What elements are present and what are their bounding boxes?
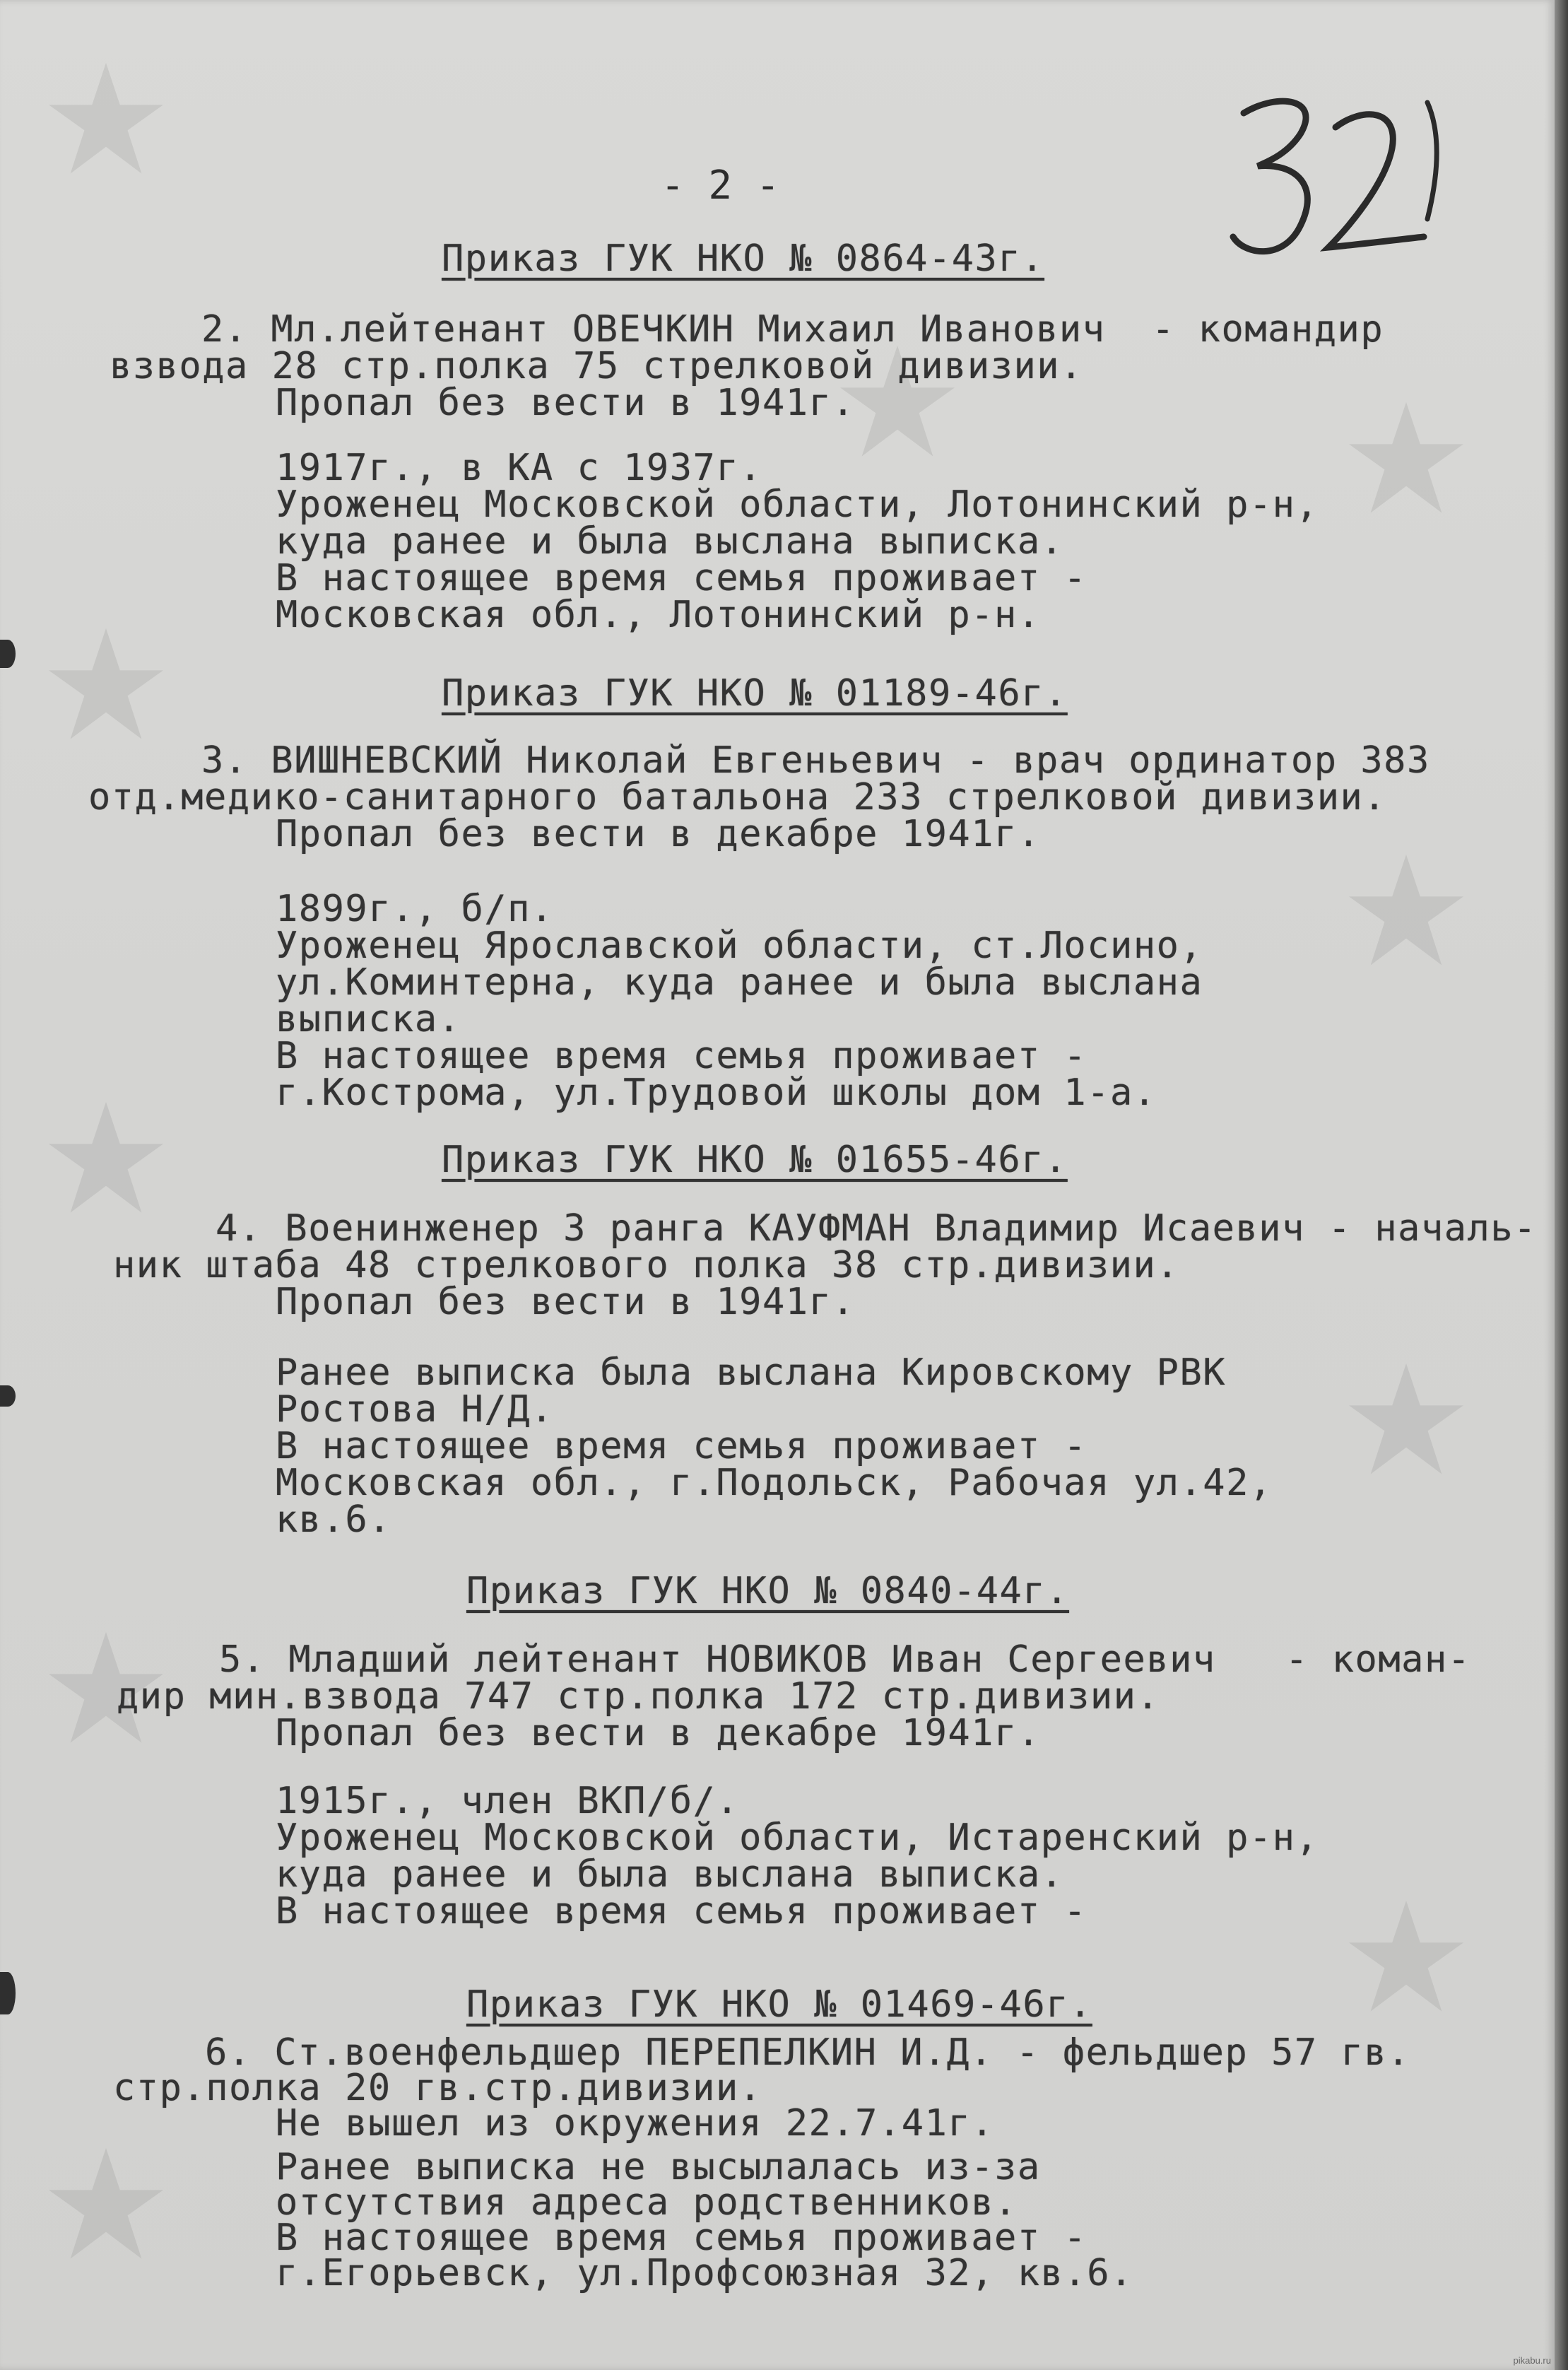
entry-line: Ранее выписка не высылалась из-за [276,2146,1041,2188]
entry-line: Не вышел из окружения 22.7.41г. [276,2102,995,2145]
page-edge-shadow [1555,0,1568,2370]
order-header: Приказ ГУК НКО № 01189-46г. [442,672,1068,715]
entry-line: В настоящее время семья проживает - [276,557,1087,599]
entry-line: 1917г., в КА с 1937г. [276,447,762,489]
order-header: Приказ ГУК НКО № 0864-43г. [442,237,1044,280]
entry-line: отд.медико-санитарного батальона 233 стрелковой дивизии. [88,776,1387,819]
entry-line: выписка. [276,998,461,1040]
punch-hole [0,640,16,668]
entry-line: 3. ВИШНЕВСКИЙ Николай Евгеньевич - врач ординатор 383 [201,739,1430,782]
entry-line: 1899г., б/п. [276,888,554,930]
entry-line: Пропал без вести в 1941г. [276,1281,856,1323]
entry-line: 1915г., член ВКП/б/. [276,1780,740,1822]
entry-line: В настоящее время семья проживает - [276,2217,1087,2259]
entry-line: 2. Мл.лейтенант ОВЕЧКИН Михаил Иванович - командир [201,308,1384,351]
entry-line: Уроженец Московской области, Истаренский р-н, [276,1817,1319,1859]
entry-line: куда ранее и была выслана выписка. [276,520,1064,563]
entry-line: взвода 28 стр.полка 75 стрелковой дивизии. [110,345,1083,387]
entry-line: 4. Военинженер 3 ранга КАУФМАН Владимир Исаевич - началь- [216,1207,1537,1250]
entry-line: Ранее выписка была выслана Кировскому РВК [276,1351,1227,1394]
entry-line: Уроженец Ярославской области, ст.Лосино, [276,925,1203,967]
entry-line: стр.полка 20 гв.стр.дивизии. [113,2067,762,2109]
page-number: - 2 - [661,163,780,209]
entry-line: Пропал без вести в декабре 1941г. [276,813,1041,855]
entry-line: Московская обл., Лотонинский р-н. [276,594,1041,636]
punch-hole [0,1972,16,2014]
entry-line: В настоящее время семья проживает - [276,1035,1087,1077]
handwritten-page-number [1215,85,1449,269]
entry-line: г.Кострома, ул.Трудовой школы дом 1-а. [276,1072,1157,1114]
entry-line: куда ранее и была выслана выписка. [276,1853,1064,1896]
entry-line: 6. Ст.военфельдшер ПЕРЕПЕЛКИН И.Д. - фельдшер 57 гв. [205,2031,1410,2074]
entry-line: 5. Младший лейтенант НОВИКОВ Иван Сергеевич - коман- [219,1638,1471,1681]
entry-line: В настоящее время семья проживает - [276,1425,1087,1467]
order-header: Приказ ГУК НКО № 01469-46г. [466,1983,1092,2026]
entry-line: Уроженец Московской области, Лотонинский р-н, [276,483,1319,526]
entry-line: Пропал без вести в декабре 1941г. [276,1712,1041,1754]
entry-line: Пропал без вести в 1941г. [276,382,856,424]
entry-line: ул.Коминтерна, куда ранее и была выслана [276,961,1203,1004]
order-header: Приказ ГУК НКО № 0840-44г. [466,1570,1069,1612]
entry-line: дир мин.взвода 747 стр.полка 172 стр.дивизии. [117,1675,1160,1718]
entry-line: Ростова Н/Д. [276,1388,554,1431]
footer-mark: pikabu.ru [1513,2355,1551,2366]
entry-line: кв.6. [276,1498,392,1541]
entry-line: г.Егорьевск, ул.Профсоюзная 32, кв.6. [276,2252,1133,2294]
entry-line: ник штаба 48 стрелкового полка 38 стр.дивизии. [113,1244,1180,1286]
order-header: Приказ ГУК НКО № 01655-46г. [442,1139,1068,1181]
entry-line: отсутствия адреса родственников. [276,2181,1018,2224]
entry-line: Московская обл., г.Подольск, Рабочая ул.42, [276,1462,1273,1504]
entry-line: В настоящее время семья проживает - [276,1890,1087,1932]
punch-hole [0,1385,16,1407]
